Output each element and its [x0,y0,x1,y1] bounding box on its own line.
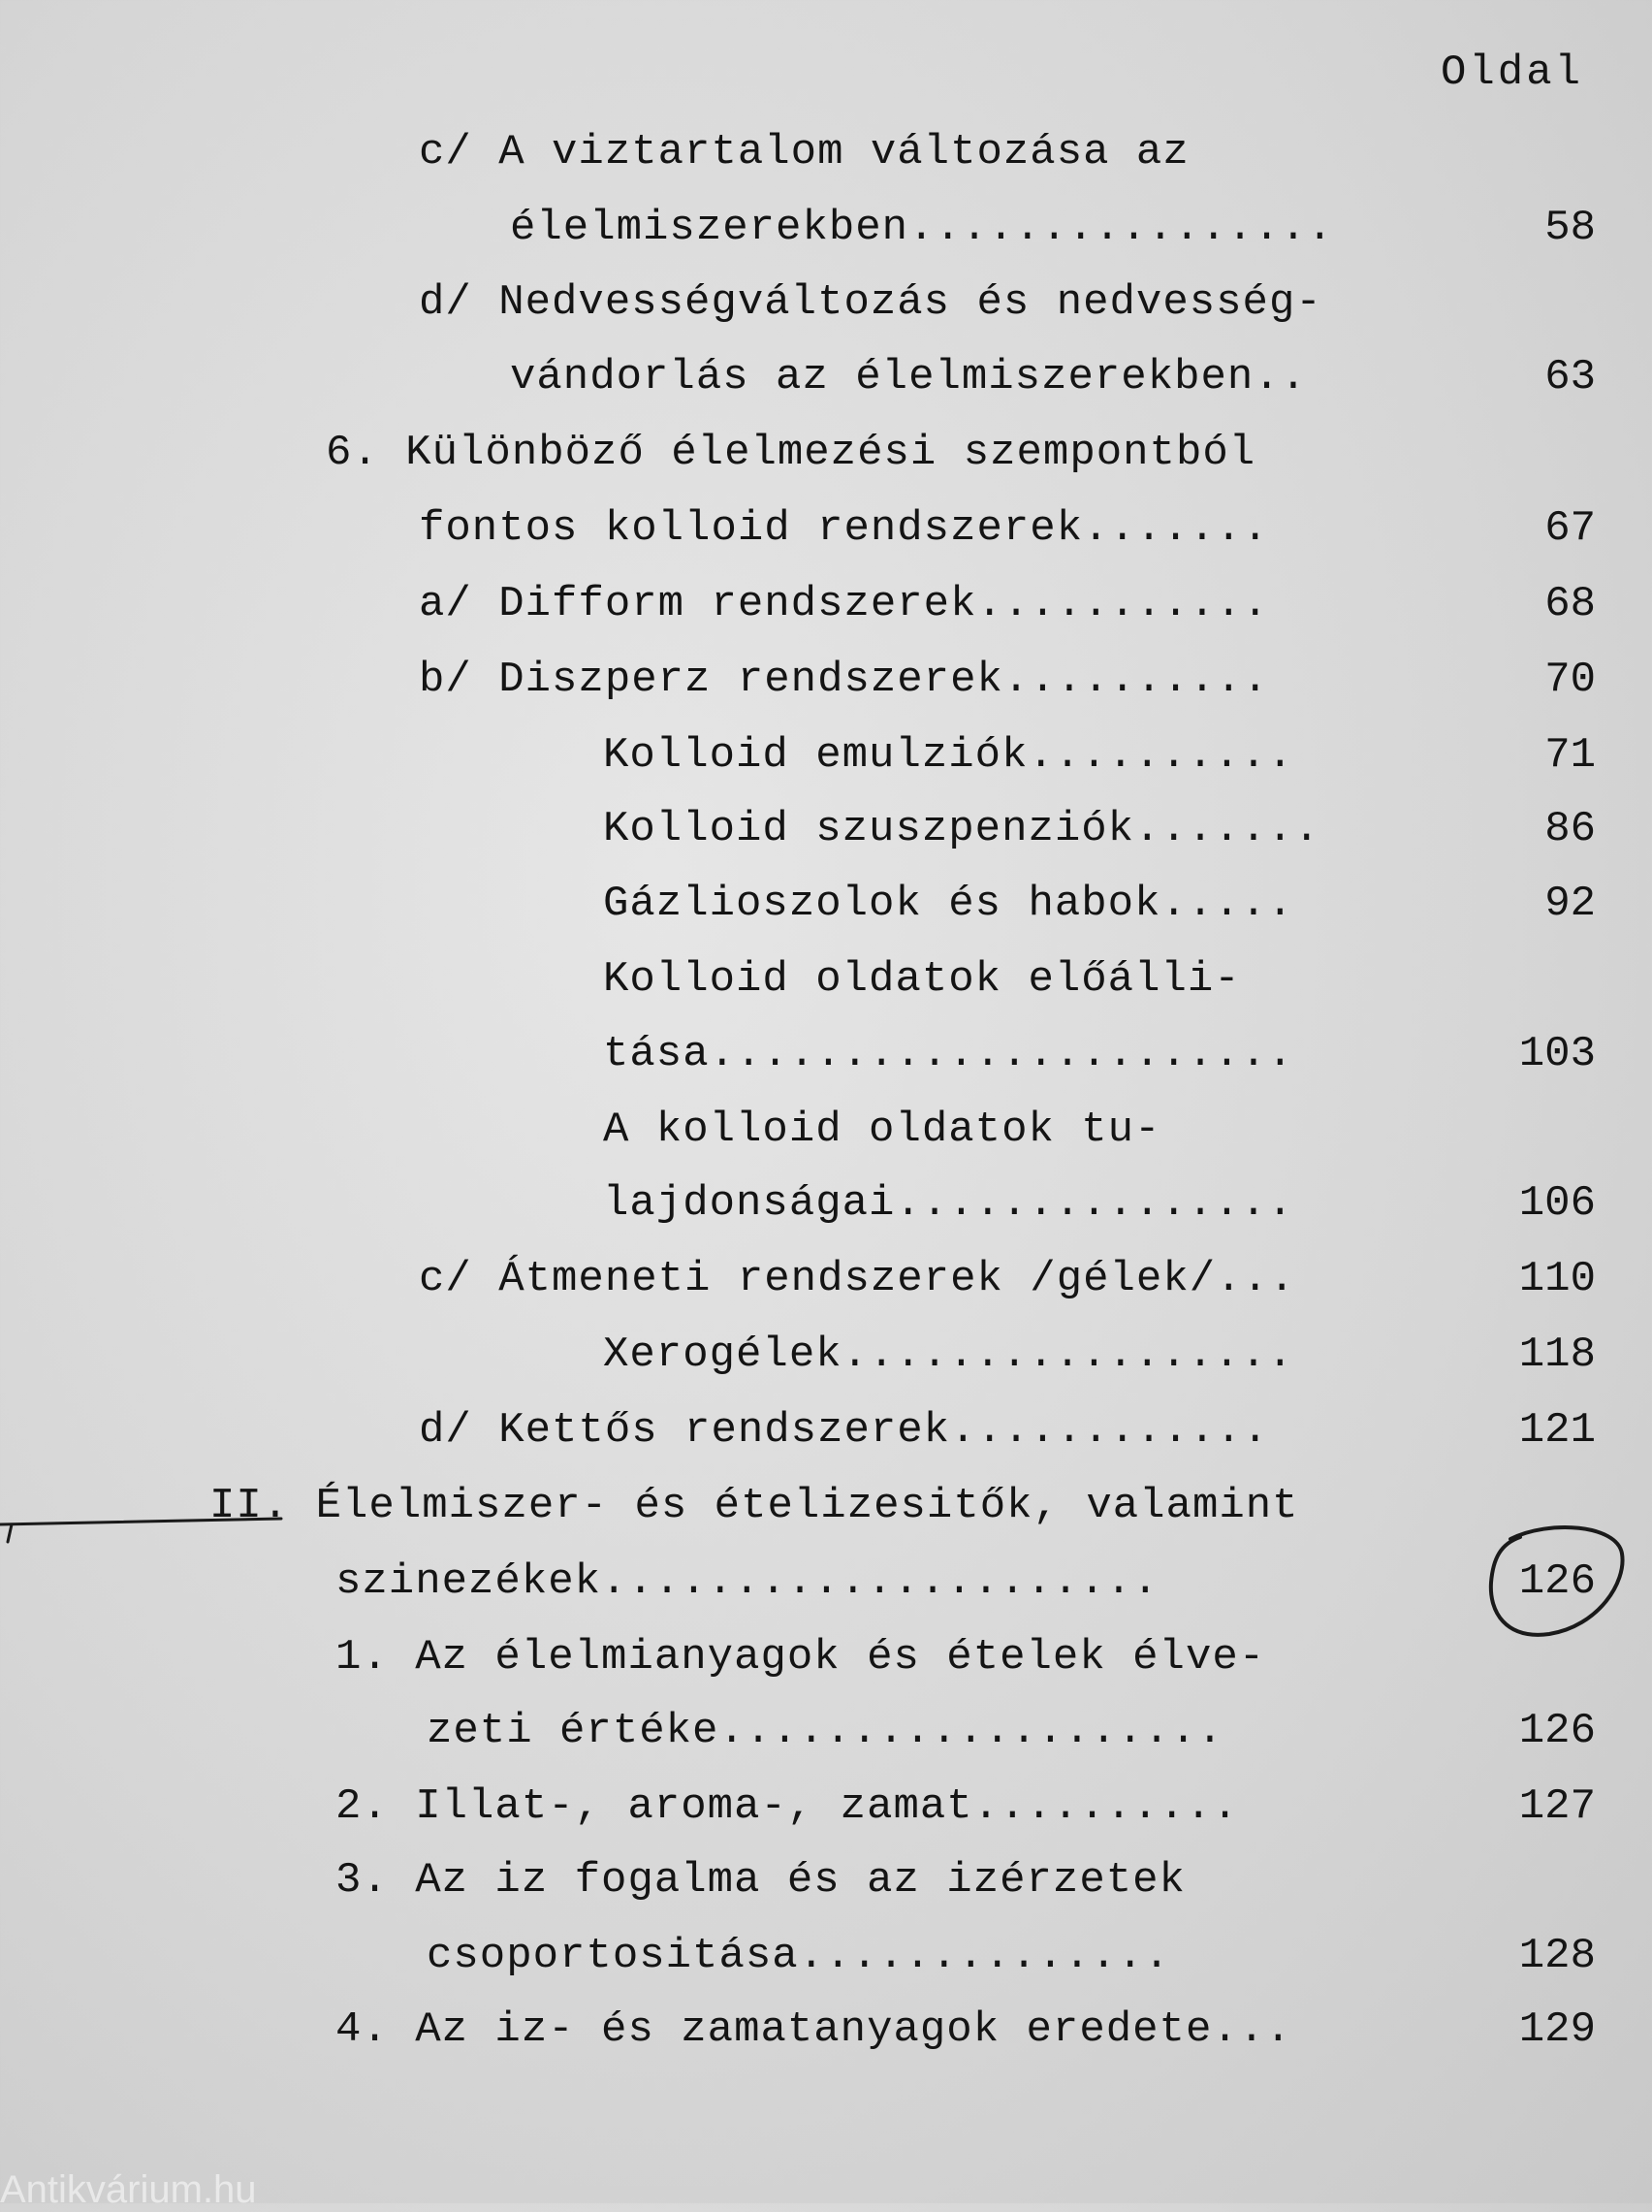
toc-line: Gázlioszolok és habok..... [603,880,1294,928]
toc-line: c/ Átmeneti rendszerek /gélek/... [419,1255,1296,1303]
toc-line: zeti értéke................... [427,1707,1224,1755]
page-number: 110 [1518,1255,1596,1303]
toc-line: 2. Illat-, aroma-, zamat.......... [335,1782,1239,1831]
toc-line: d/ Nedvességváltozás és nedvesség- [419,278,1322,327]
toc-line: A kolloid oldatok tu- [603,1106,1161,1154]
page-number: 128 [1518,1932,1596,1980]
toc-line: Kolloid szuszpenziók....... [603,805,1320,853]
page-number: 103 [1518,1030,1596,1078]
page-number: 106 [1518,1179,1596,1228]
toc-line: 3. Az iz fogalma és az izérzetek [335,1856,1186,1905]
page-number: 126 [1518,1707,1596,1755]
toc-line: II. Élelmiszer- és ételizesitők, valamint [209,1482,1299,1530]
toc-line: c/ A viztartalom változása az [419,128,1190,176]
page-number: 70 [1544,656,1596,704]
toc-line: csoportositása.............. [427,1932,1171,1980]
page-number: 86 [1544,805,1596,853]
toc-line: 4. Az iz- és zamatanyagok eredete... [335,2005,1292,2054]
toc-line: a/ Difform rendszerek........... [419,580,1269,628]
toc-line: fontos kolloid rendszerek....... [419,504,1269,553]
page-number: 68 [1544,580,1596,628]
page-number: 121 [1518,1406,1596,1455]
toc-line: Kolloid oldatok előálli- [603,955,1241,1004]
page-number: 71 [1544,731,1596,780]
toc-line: 1. Az élelmianyagok és ételek élve- [335,1633,1266,1682]
page-number: 63 [1544,353,1596,401]
toc-line: Xerogélek................. [603,1330,1294,1379]
toc-line: élelmiszerekben................ [510,204,1334,252]
toc-line: lajdonságai............... [603,1179,1294,1228]
toc-line: tása...................... [603,1030,1294,1078]
toc-line: 6. Különböző élelmezési szempontból [326,429,1256,477]
toc-line: b/ Diszperz rendszerek.......... [419,656,1269,704]
page-number: 67 [1544,504,1596,553]
toc-line: Kolloid emulziók.......... [603,731,1294,780]
watermark: Antikvárium.hu [0,2168,257,2211]
page-number: 129 [1518,2005,1596,2054]
page-number: 118 [1518,1330,1596,1379]
page-number: 92 [1544,880,1596,928]
page-number: 126 [1518,1557,1596,1606]
toc-line: vándorlás az élelmiszerekben.. [510,353,1308,401]
page-column-header: Oldal [1441,48,1584,97]
page-number: 58 [1544,204,1596,252]
toc-line: szinezékek..................... [335,1557,1160,1606]
page-number: 127 [1518,1782,1596,1831]
toc-line: d/ Kettős rendszerek............ [419,1406,1269,1455]
